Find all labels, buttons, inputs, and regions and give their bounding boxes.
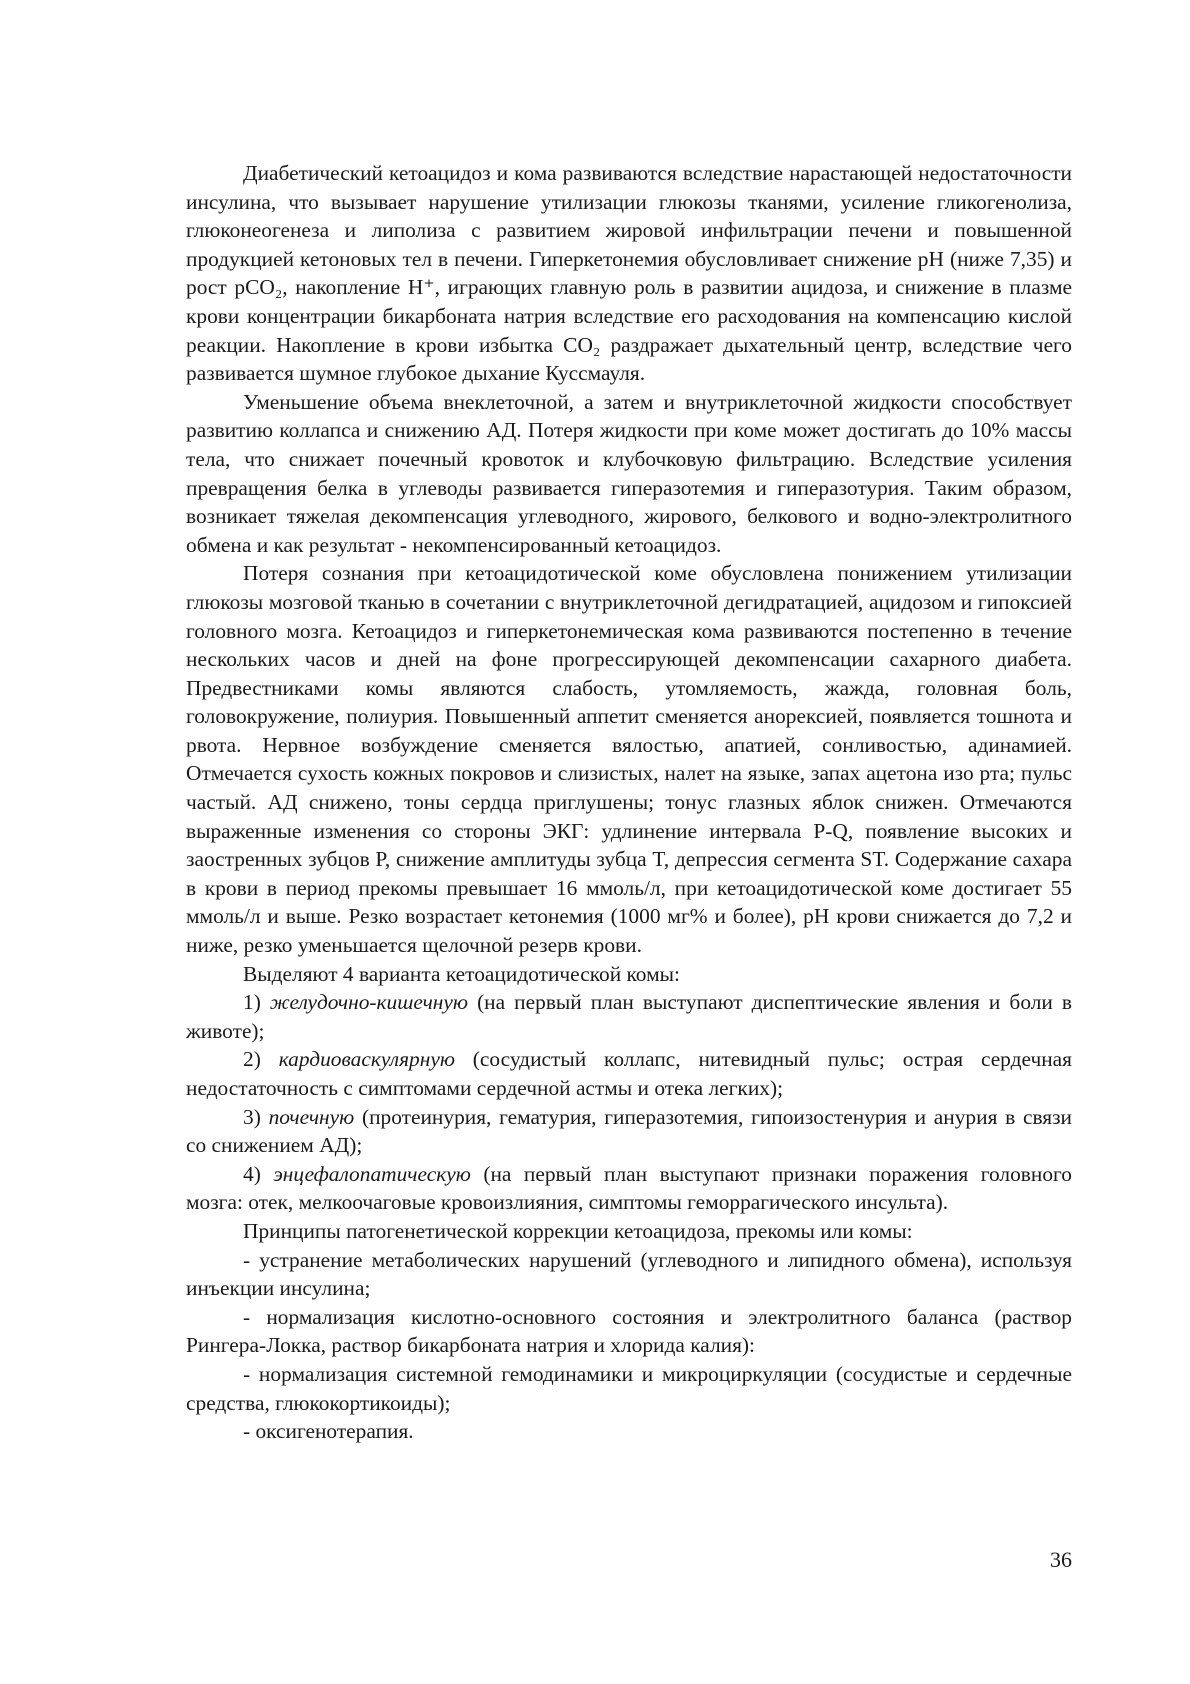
list-item-term: энцефалопатическую — [273, 1161, 471, 1186]
page-number: 36 — [1050, 1547, 1072, 1572]
list-item-term: кардиоваскулярную — [278, 1047, 455, 1072]
paragraph-variants-intro: Выделяют 4 варианта кетоацидотической комы: — [243, 961, 680, 986]
list-item-desc: (на первый план выступают диспептические явления и боли в животе); — [186, 990, 1073, 1043]
list-item-desc: (на первый план выступают признаки поражения головного мозга: отек, мелкоочаговые кровоизлияния, симптомы геморрагического инсульта). — [186, 1161, 1072, 1215]
paragraph-pathogenesis: Диабетический кетоацидоз и кома развиваются вследствие нарастающей недостаточности инсулина, что вызывает нарушение утилизации глюкозы тканями, усиление гликогенолиза, глюконеогенеза и липолиза с развитием жировой инфильтрации печени и повышенной продукцией кетоновых тел в печени. Гиперкетонемия обусловливает снижение pH (ниже 7,35) и рост pCO₂, накопление H⁺, играющих главную роль в развитии ацидоза, и снижение в плазме крови концентрации бикарбоната натрия вследствие его расходования на компенсацию кислой реакции. Накопление в крови избытка CO₂ раздражает дыхательный центр, вследствие чего развивается шумное глубокое дыхание Куссмауля. — [186, 161, 1072, 386]
list-item-number: 3) — [243, 1104, 261, 1129]
list-item — [186, 1103, 1072, 1160]
list-item — [186, 988, 1072, 1045]
list-item-number: 4) — [243, 1161, 261, 1186]
list-item-desc: (протеинурия, гематурия, гиперазотемия, гипоизостенурия и анурия в связи со снижением АД); — [186, 1104, 1072, 1158]
paragraph-collapse: Уменьшение объема внеклеточной, а затем и внутриклеточной жидкости способствует развитию коллапса и снижению АД. Потеря жидкости при коме может достигать до 10% массы тела, что снижает почечный кровоток и клубочковую фильтрацию. Вследствие усиления превращения белка в углеводы развивается гиперазотемия и гиперазотурия. Таким образом, возникает тяжелая декомпенсация углеводного, жирового, белкового и водно-электролитного обмена и как результат - некомпенсированный кетоацидоз. — [186, 389, 1072, 557]
principle-item: - устранение метаболических нарушений (углеводного и липидного обмена), используя инъекции инсулина; — [186, 1247, 1072, 1301]
list-item-desc: (сосудистый коллапс, нитевидный пульс; острая сердечная недостаточность с симптомами сердечной астмы и отека легких); — [186, 1047, 1072, 1100]
principle-item: - нормализация кислотно-основного состояния и электролитного баланса (раствор Рингера-Локка, раствор бикарбоната натрия и хлорида калия): — [186, 1304, 1072, 1358]
paragraph-clinical-picture: Потеря сознания при кетоацидотической коме обусловлена понижением утилизации глюкозы мозговой тканью в сочетании с внутриклеточной дегидратацией, ацидозом и гипоксией головного мозга. Кетоацидоз и гиперкетонемическая кома развиваются постепенно в течение нескольких часов и дней на фоне прогрессирующей декомпенсации сахарного диабета. Предвестниками комы являются слабость, утомляемость, жажда, головная боль, головокружение, полиурия. Повышенный аппетит сменяется анорексией, появляется тошнота и рвота. Нервное возбуждение сменяется вялостью, апатией, сонливостью, адинамией. Отмечается сухость кожных покровов и слизистых, налет на языке, запах ацетона изо рта; пульс частый. АД снижено, тоны сердца приглушены; тонус глазных яблок снижен. Отмечаются выраженные изменения со стороны ЭКГ: удлинение интервала P-Q, появление высоких и заостренных зубцов P, снижение амплитуды зубца T, депрессия сегмента ST. Содержание сахара в крови в период прекомы превышает 16 ммоль/л, при кетоацидотической коме достигает 55 ммоль/л и выше. Резко возрастает кетонемия (1000 мг% и более), pH крови снижается до 7,2 и ниже, резко уменьшается щелочной резерв крови. — [186, 561, 1072, 958]
list-item-number: 1) — [243, 990, 261, 1015]
principle-item: - нормализация системной гемодинамики и микроциркуляции (сосудистые и сердечные средства, глюкокортикоиды); — [186, 1361, 1072, 1415]
page-body — [186, 159, 1072, 1446]
list-item — [186, 1045, 1072, 1102]
list-item-term: почечную — [268, 1104, 355, 1129]
principle-item: - оксигенотерапия. — [243, 1419, 414, 1444]
principles-heading: Принципы патогенетической коррекции кетоацидоза, прекомы или комы: — [243, 1218, 913, 1243]
list-item-term: желудочно-кишечную — [269, 990, 468, 1015]
list-item — [186, 1160, 1072, 1217]
list-item-number: 2) — [243, 1047, 261, 1072]
